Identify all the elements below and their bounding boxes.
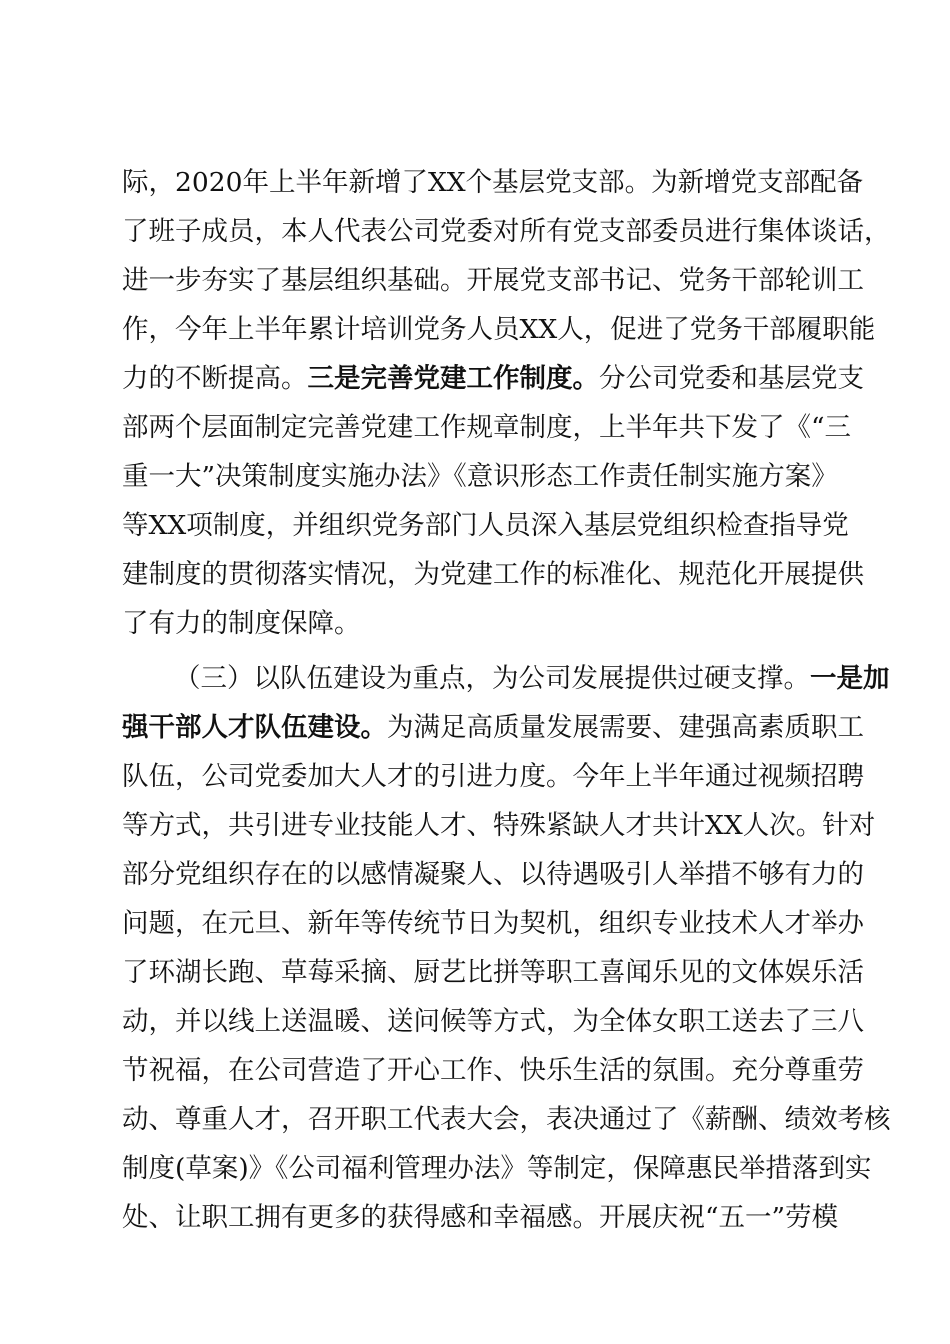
bold-heading: 强干部人才队伍建设。: [122, 712, 387, 743]
text-line: 部两个层面制定完善党建工作规章制度，上半年共下发了《“三: [122, 412, 852, 443]
text-line: 强干部人才队伍建设。为满足高质量发展需要、建强高素质职工: [122, 712, 864, 743]
text-line: 队伍，公司党委加大人才的引进力度。今年上半年通过视频招聘: [122, 761, 864, 792]
text-line: 了有力的制度保障。: [122, 608, 361, 639]
text-line: 动，并以线上送温暖、送问候等方式，为全体女职工送去了三八: [122, 1006, 864, 1037]
text-line: 了班子成员，本人代表公司党委对所有党支部委员进行集体谈话，: [122, 216, 891, 247]
text-line: 重一大”决策制度实施办法》《意识形态工作责任制实施方案》: [122, 461, 838, 492]
paragraph-party-system: [122, 158, 891, 648]
paragraph-team-building: [122, 654, 891, 1242]
bold-heading: 三是完善党建工作制度。: [307, 363, 599, 394]
text-line: 动、尊重人才，召开职工代表大会，表决通过了《薪酬、绩效考核: [122, 1104, 891, 1135]
text-line: 等XX项制度，并组织党务部门人员深入基层党组织检查指导党: [122, 510, 849, 541]
text-line: 建制度的贯彻落实情况，为党建工作的标准化、规范化开展提供: [122, 559, 864, 590]
text-line: （三）以队伍建设为重点，为公司发展提供过硬支撑。一是加: [174, 663, 890, 694]
text-line: 了环湖长跑、草莓采摘、厨艺比拼等职工喜闻乐见的文体娱乐活: [122, 957, 864, 988]
text-line: 力的不断提高。三是完善党建工作制度。分公司党委和基层党支: [122, 363, 864, 394]
bold-heading: 一是加: [810, 663, 890, 694]
text-line: 作，今年上半年累计培训党务人员XX人，促进了党务干部履职能: [122, 314, 876, 345]
text-line: 问题，在元旦、新年等传统节日为契机，组织专业技术人才举办: [122, 908, 864, 939]
text-line: 处、让职工拥有更多的获得感和幸福感。开展庆祝“五一”劳模: [122, 1202, 839, 1233]
text-line: 际，2020年上半年新增了XX个基层党支部。为新增党支部配备: [122, 167, 864, 198]
text-line: 部分党组织存在的以感情凝聚人、以待遇吸引人举措不够有力的: [122, 859, 864, 890]
text-line: 节祝福，在公司营造了开心工作、快乐生活的氛围。充分尊重劳: [122, 1055, 864, 1086]
document-body: [122, 158, 891, 1242]
text-line: 进一步夯实了基层组织基础。开展党支部书记、党务干部轮训工: [122, 265, 864, 296]
text-line: 等方式，共引进专业技能人才、特殊紧缺人才共计XX人次。针对: [122, 810, 876, 841]
text-line: 制度(草案)》《公司福利管理办法》等制定，保障惠民举措落到实: [122, 1153, 872, 1184]
